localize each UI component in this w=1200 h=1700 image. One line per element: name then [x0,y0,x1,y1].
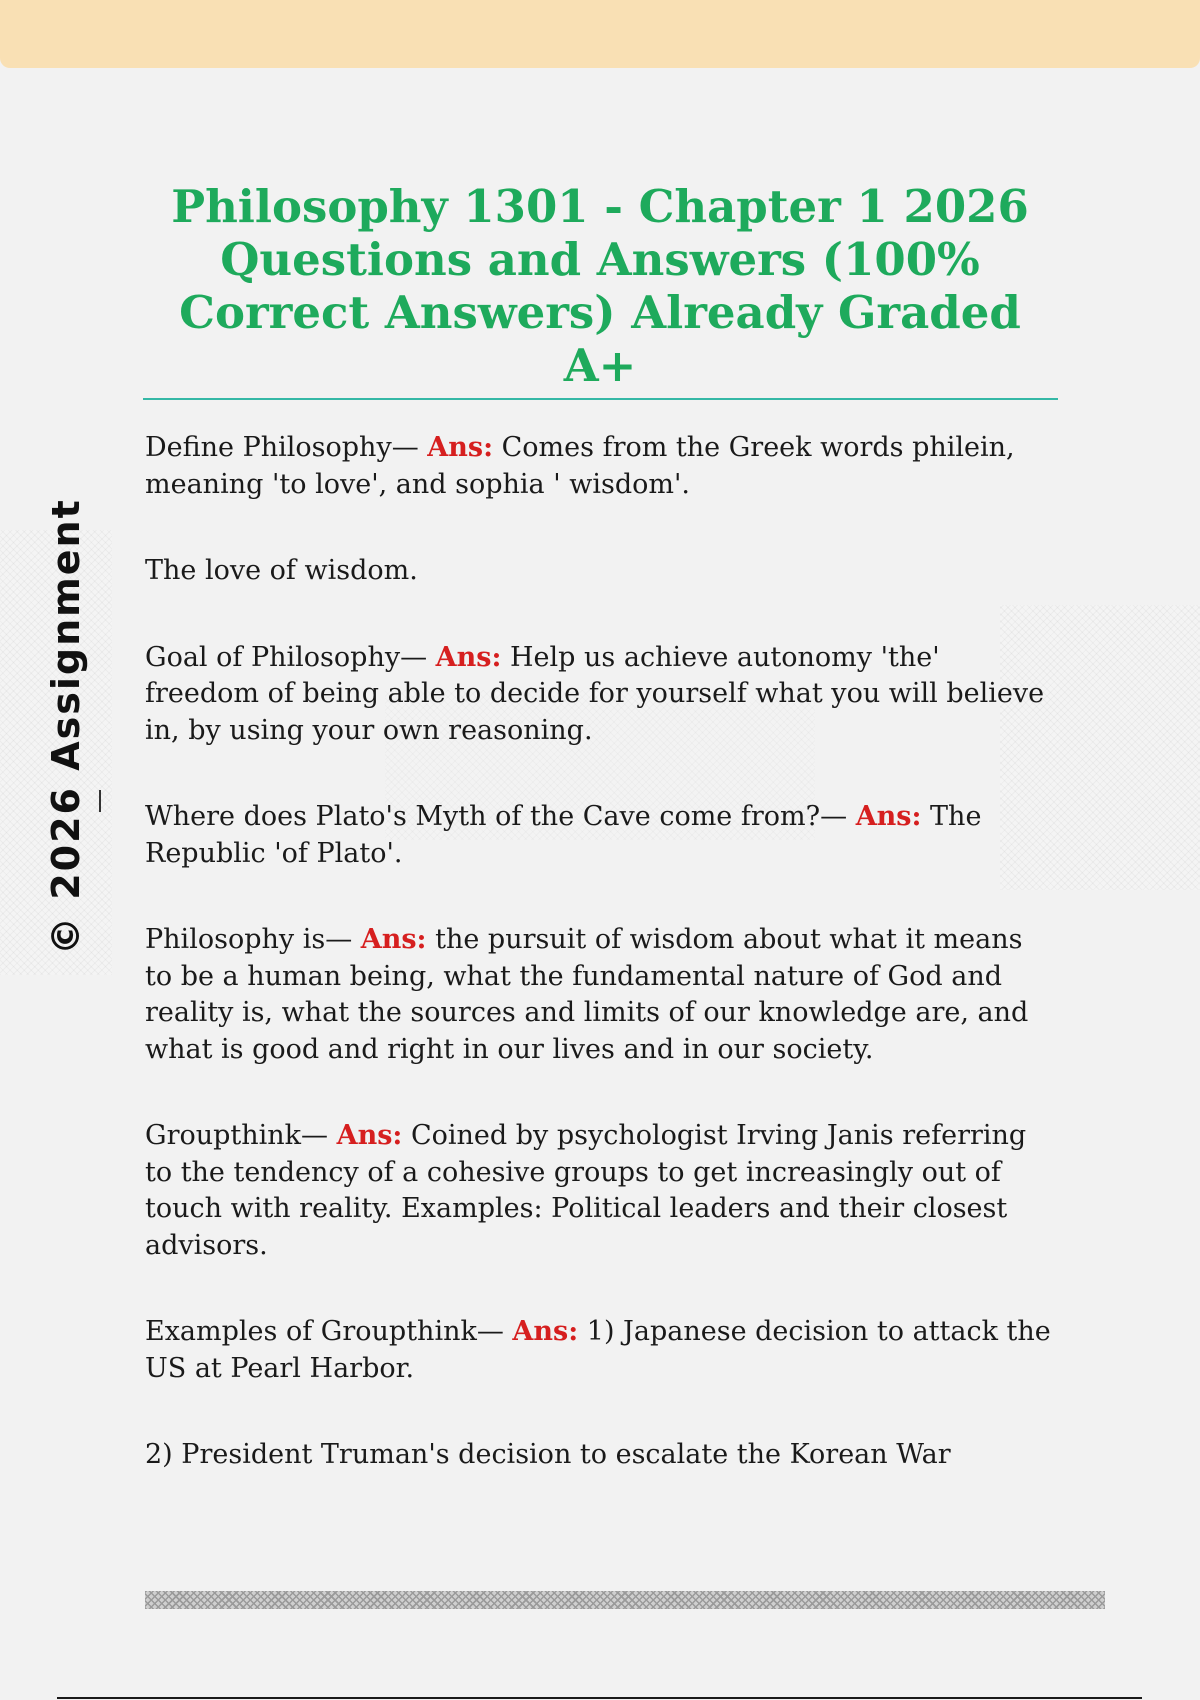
title-underline [143,398,1058,400]
answer-text: Comes from the Greek words philein, meaning 'to love', and sophia ' wisdom'. [145,432,1015,500]
question-text: Define Philosophy— [145,432,428,463]
answer-label: Ans: [360,924,427,955]
continuation-text: The love of wisdom. [145,555,418,586]
continuation-love-of-wisdom [145,553,1055,590]
qa-item-groupthink [145,1118,1055,1264]
continuation-text: 2) President Truman's decision to escalate the Korean War [145,1439,951,1470]
answer-label: Ans: [427,432,494,463]
document-title: Philosophy 1301 - Chapter 1 2026 Questions and Answers (100% Correct Answers) Already Graded A+ [171,180,1029,392]
answer-label: Ans: [336,1120,403,1151]
answer-text: 1) Japanese decision to attack the US at Pearl Harbor. [145,1316,1051,1384]
continuation-truman-example [145,1437,1055,1474]
answer-label: Ans: [435,641,502,673]
question-text: Where does Plato's Myth of the Cave come from?— [145,801,856,832]
top-header-band [0,0,1200,68]
qa-item-examples-of-groupthink [145,1314,1055,1387]
side-watermark-tick [99,790,101,812]
question-text: Examples of Groupthink— [145,1316,513,1347]
document-body [145,180,1055,1474]
qa-item-philosophy-is [145,922,1055,1068]
answer-text: Help us achieve autonomy 'the' freedom of being able to decide for yourself what you will believe in, by using your own reasoning. [145,641,1045,746]
qa-item-define-philosophy [145,430,1055,503]
qa-item-myth-of-the-cave [145,799,1055,872]
answer-text: The Republic 'of Plato'. [145,801,982,869]
question-text: Groupthink— [145,1120,337,1151]
answer-label: Ans: [855,801,922,832]
answer-label: Ans: [512,1316,579,1347]
qa-item-goal-of-philosophy [145,640,1055,750]
question-text: Philosophy is— [145,924,361,955]
question-text: Goal of Philosophy— [145,641,436,673]
page-bottom-rule [57,1697,1142,1699]
answer-text: the pursuit of wisdom about what it means to be a human being, what the fundamental nature of God and reality is, what the sources and limits of our knowledge are, and what is good and right in our lives and in our society. [145,924,1029,1065]
bottom-pattern-band [145,1591,1105,1609]
side-watermark-text: © 2026 Assignment [44,498,88,955]
answer-text: Coined by psychologist Irving Janis referring to the tendency of a cohesive groups to get increasingly out of touch with reality. Examples: Political leaders and their closest advisors. [145,1120,1027,1261]
